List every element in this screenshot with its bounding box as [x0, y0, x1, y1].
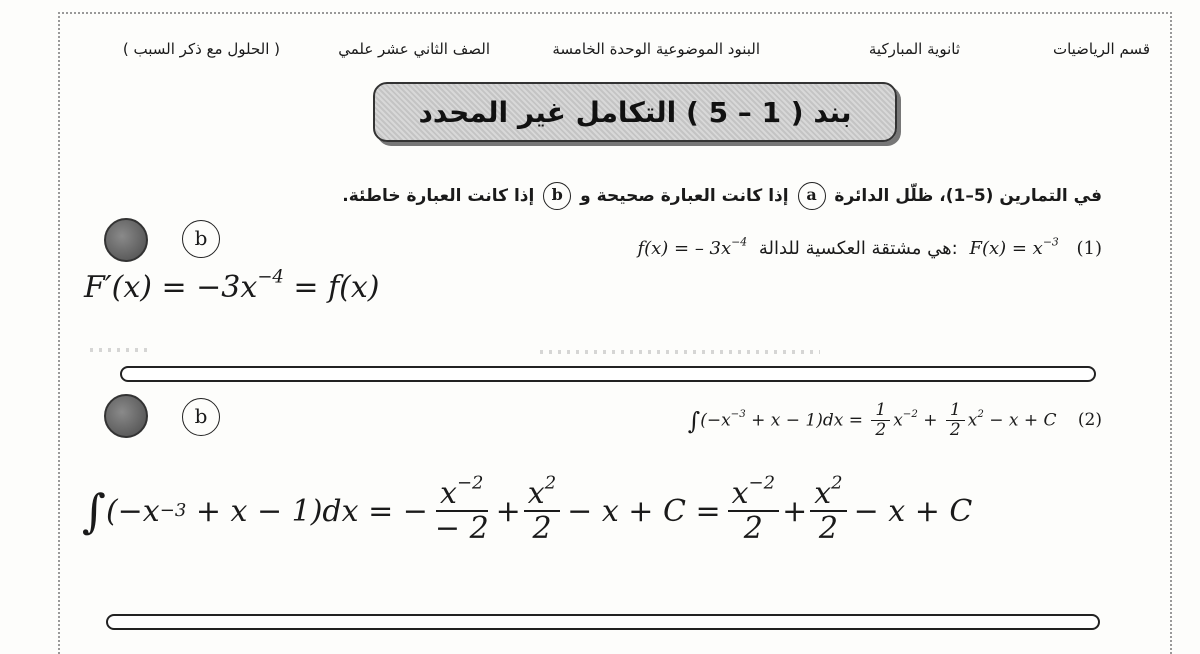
q2-f2-den: 2	[949, 419, 961, 440]
q2-f2-num: 1	[946, 402, 965, 421]
option-a-circle: a	[798, 182, 826, 210]
q1-text: هي مشتقة العكسية للدالة:	[758, 238, 958, 259]
scan-speckle	[540, 350, 820, 354]
instructions-text-3: إذا كانت العبارة خاطئة.	[342, 186, 535, 206]
q2-integral-sign: ∫	[687, 406, 701, 435]
sol2-a-num: x	[440, 476, 457, 511]
sol1-rhs: = f(x)	[283, 270, 380, 305]
grade-label: الصف الثاني عشر علمي	[338, 40, 490, 58]
sol2-b-exp: 2	[544, 472, 557, 494]
solution-2: ∫ (−x −3 + x − 1)dx = − $\frac{x^{-2}}{- 2}$ + $\frac{x^2}{2}$ − x + C = $\frac{x^{-2}}{2}$ + $\frac{x^2}{2}$ − x + C	[82, 472, 973, 546]
solutions-note: ( الحلول مع ذكر السبب )	[122, 40, 280, 58]
school-label: ثانوية المباركية	[868, 40, 960, 58]
answer-b-circle-q1[interactable]: b	[182, 220, 220, 258]
document-header	[110, 40, 1150, 68]
sol2-fraction-d	[810, 472, 846, 546]
answer-b-circle-q2[interactable]: b	[182, 398, 220, 436]
q2-t1: x	[893, 410, 903, 431]
instructions	[342, 182, 1102, 210]
q2-f1-den: 2	[875, 419, 887, 440]
sol2-d-num: x	[814, 476, 832, 511]
q1-fx: f(x) = – 3x	[637, 238, 732, 259]
question-2	[688, 402, 1102, 440]
sol2-c-den: 2	[743, 510, 763, 546]
q2-tail: − x + C	[983, 410, 1057, 431]
section-title: بند ( 1 – 5 ) التكامل غير المحدد	[418, 95, 852, 129]
sol2-fraction-b	[524, 472, 560, 546]
unit-label: البنود الموضوعية الوحدة الخامسة	[552, 40, 760, 58]
sol2-lhs-rest: + x − 1)dx = −	[186, 493, 428, 529]
department-label: قسم الرياضيات	[1052, 40, 1150, 58]
q2-integrand-exp: −3	[730, 409, 746, 421]
q2-plus: +	[923, 410, 938, 431]
solution-1	[84, 266, 380, 305]
sol2-lhs: (−x	[105, 493, 160, 529]
sol2-c-num: x	[731, 476, 749, 511]
divider-bar	[120, 366, 1096, 382]
instructions-text-2: إذا كانت العبارة صحيحة و	[580, 186, 789, 206]
q2-t2-exp: 2	[977, 409, 984, 421]
sol2-a-exp: −2	[456, 472, 484, 494]
sol2-c-exp: −2	[748, 472, 776, 494]
q1-Fx-exp: −3	[1042, 235, 1059, 249]
q2-integrand-rest: + x − 1)dx =	[745, 410, 863, 431]
shaded-answer-bubble-q2[interactable]	[104, 394, 148, 438]
q1-Fx: F(x) = x	[969, 238, 1043, 259]
sol2-b-den: 2	[532, 510, 552, 546]
sol2-plus-2: +	[782, 493, 808, 529]
sol2-fraction-a	[431, 472, 493, 546]
sol2-d-exp: 2	[831, 472, 843, 494]
sol1-exp: −4	[257, 266, 284, 288]
q2-fraction-2	[946, 402, 965, 440]
scan-speckle	[90, 348, 150, 352]
option-b-circle: b	[543, 182, 571, 210]
sol2-d-den: 2	[818, 510, 838, 546]
sol2-fraction-c	[728, 472, 779, 546]
instructions-text-1: في التمارين (5–1)، ظلّل الدائرة	[834, 186, 1102, 206]
q1-number: (1)	[1076, 238, 1102, 259]
sol2-tail: − x + C	[853, 493, 973, 529]
q2-t1-exp: −2	[902, 409, 918, 421]
shaded-answer-bubble-q1[interactable]	[104, 218, 148, 262]
divider-bar-bottom	[106, 614, 1100, 630]
sol2-integral-sign: ∫	[82, 484, 106, 539]
q1-fx-exp: −4	[731, 235, 748, 249]
sol1-lhs: F′(x) = −3x	[84, 270, 258, 305]
sol2-plus-1: +	[495, 493, 521, 529]
q2-t2: x	[967, 410, 978, 431]
q2-integrand: (−x	[700, 410, 731, 431]
sol2-a-den: − 2	[434, 510, 489, 546]
question-1	[637, 235, 1102, 259]
sol2-mid: − x + C =	[567, 493, 721, 529]
q2-f1-num: 1	[871, 402, 890, 421]
q2-fraction-1	[871, 402, 890, 440]
sol2-b-num: x	[527, 476, 545, 511]
section-title-box	[373, 82, 897, 142]
q2-number: (2)	[1077, 410, 1102, 431]
